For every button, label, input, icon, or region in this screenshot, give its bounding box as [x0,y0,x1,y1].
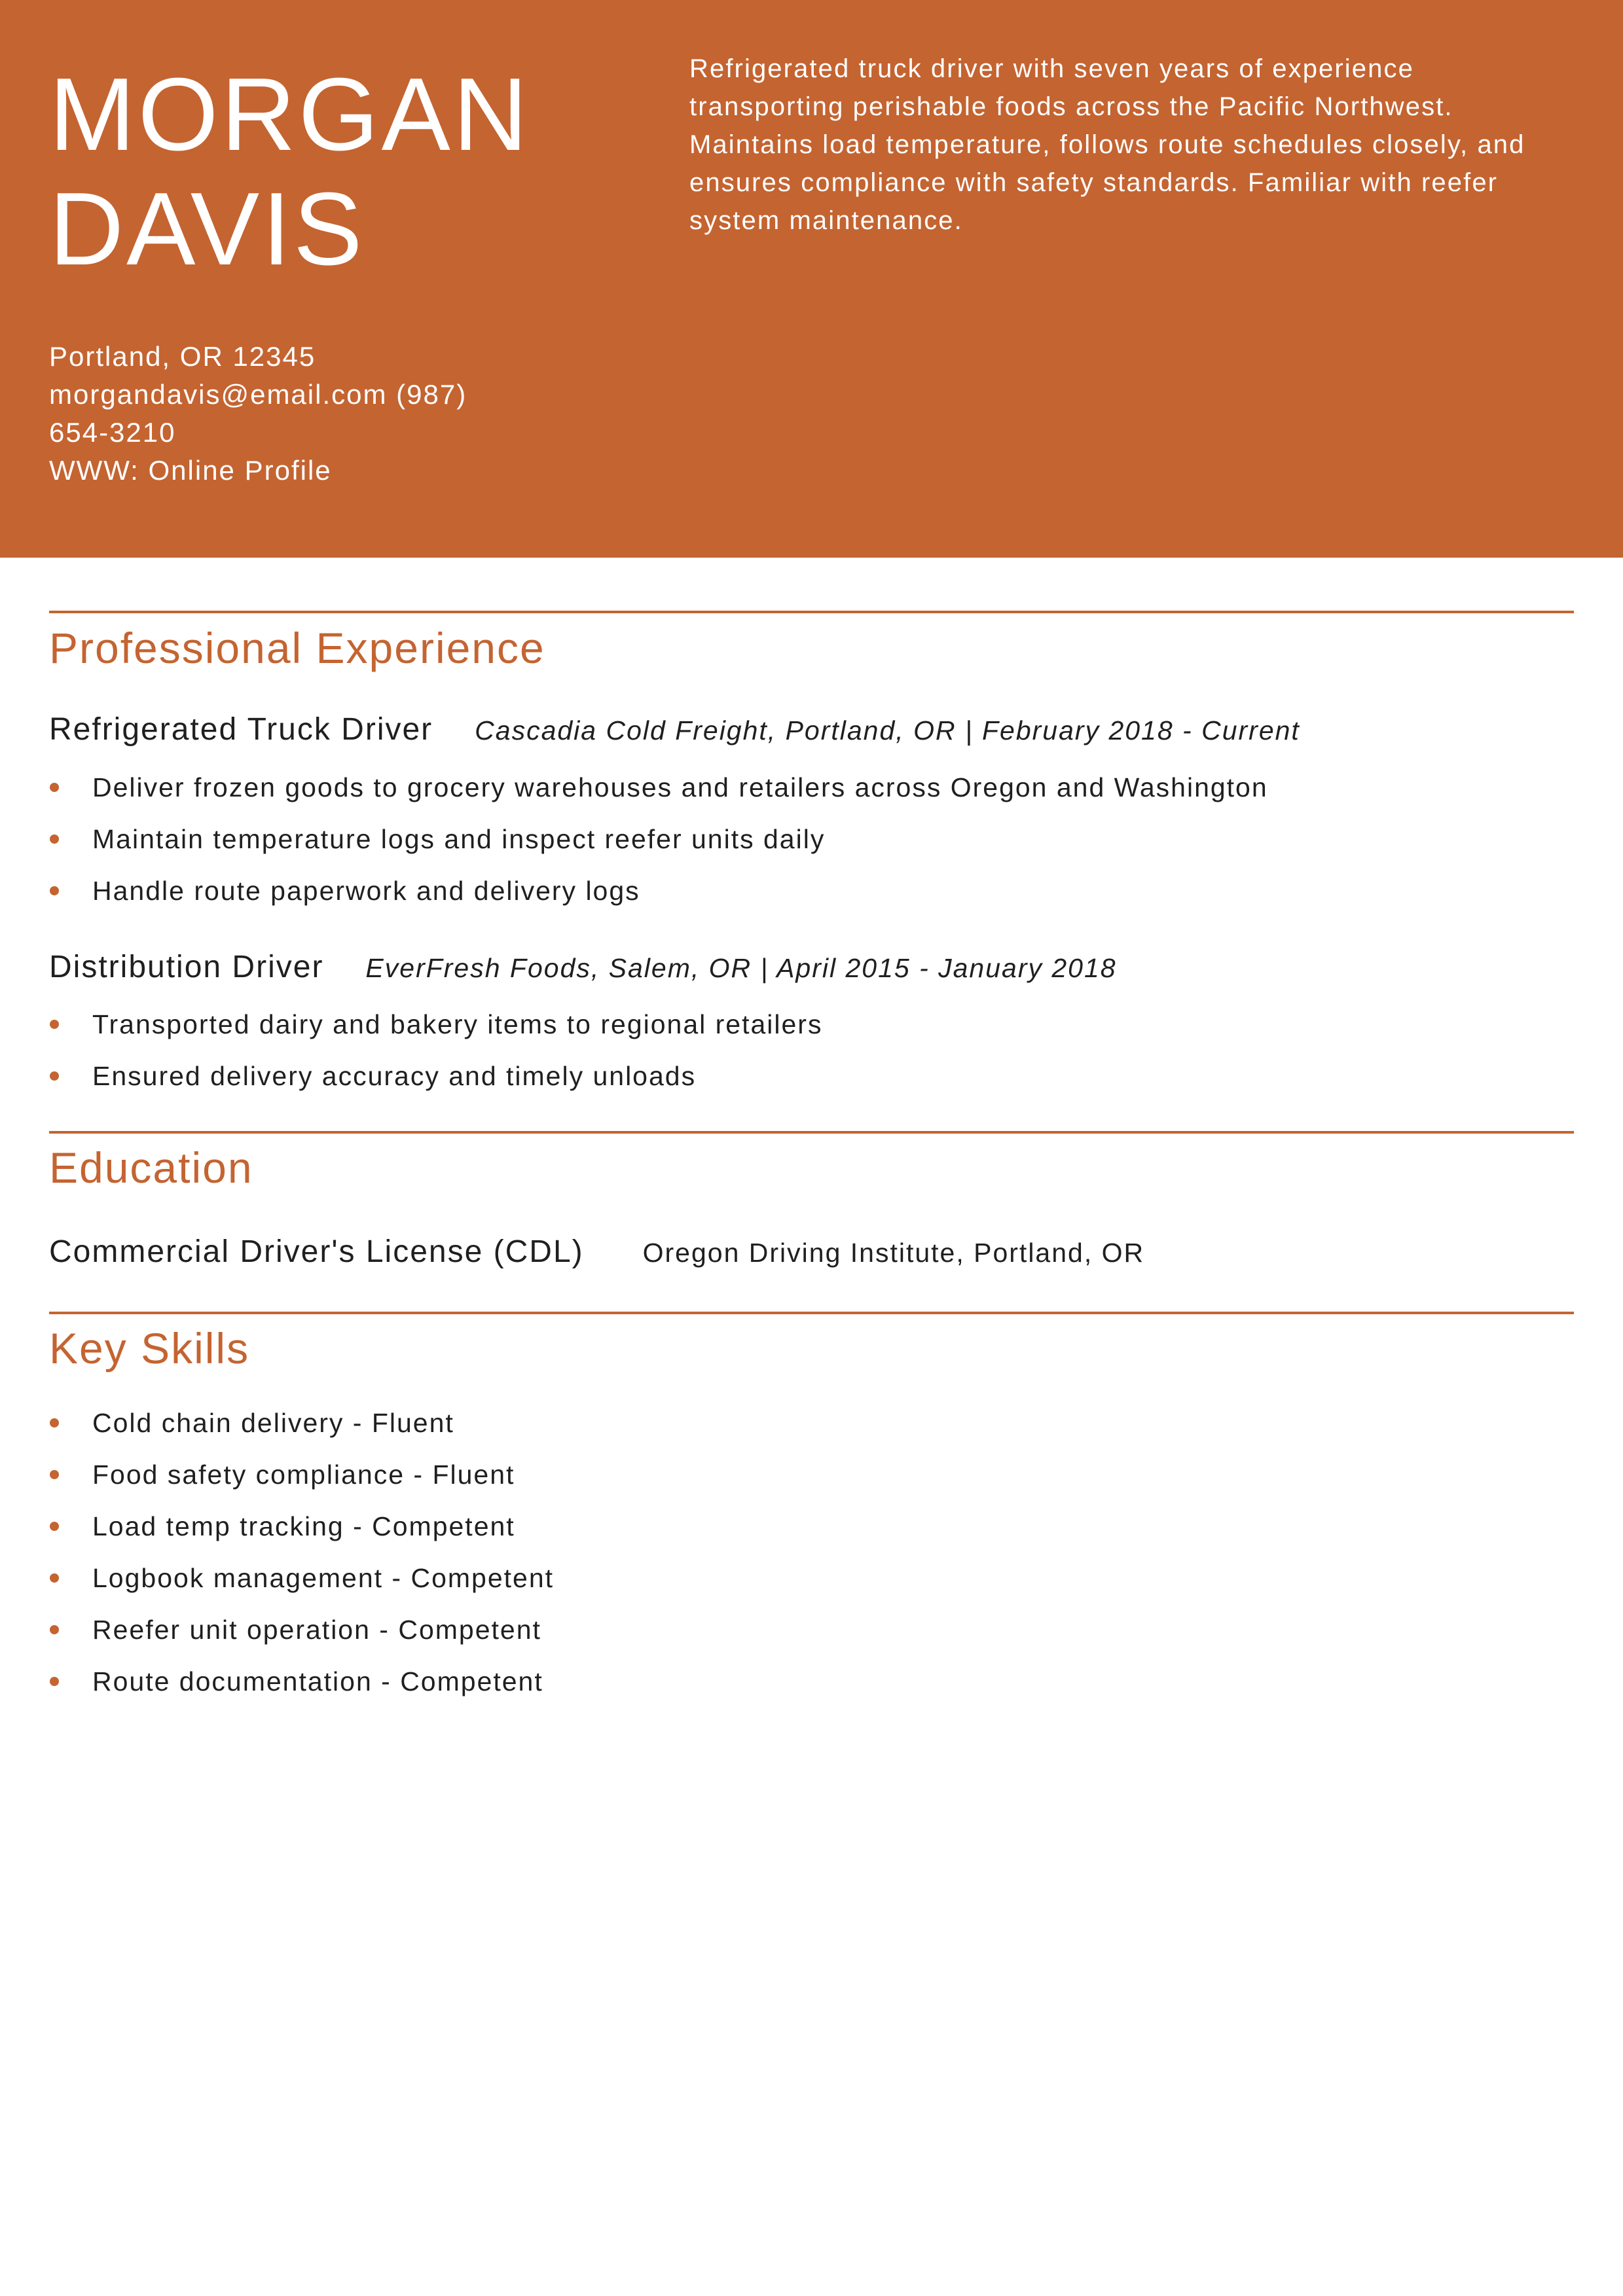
skill-text: Reefer unit operation - Competent [92,1615,541,1645]
education-school: Oregon Driving Institute, Portland, OR [642,1238,1145,1268]
resume-header [0,0,1623,558]
professional-summary: Refrigerated truck driver with seven years of experience transporting perishable foods across the Pacific Northwest. Maintains load temperature, follows route schedules closely, and ensures compliance with safety standards. Familiar with reefer system maintenance. [689,54,1525,235]
education-entry [49,1232,1144,1279]
list-item [49,1403,554,1455]
section-divider [49,1312,1574,1314]
list-item [49,871,1268,923]
job-entry-2 [49,948,1117,994]
list-item [49,768,1268,819]
list-item [49,1558,554,1610]
list-item [49,1610,554,1662]
duty-text: Transported dairy and bakery items to regional retailers [92,1009,823,1039]
duty-text: Ensured delivery accuracy and timely unloads [92,1061,697,1091]
list-item [49,1507,554,1558]
job-title: Refrigerated Truck Driver [49,712,433,747]
bullet-icon [50,1625,59,1634]
contact-website-link[interactable]: WWW: Online Profile [49,455,332,486]
last-name: DAVIS [49,171,365,287]
job-employer [475,715,1300,745]
bullet-icon [50,834,59,844]
bullet-icon [50,886,59,895]
bullet-icon [50,1677,59,1686]
job-location-dates: , Portland, OR | February 2018 - Current [767,715,1300,745]
list-item [49,1056,822,1108]
employer-name: Cascadia Cold Freight [475,715,768,745]
job-1-duties [49,768,1268,923]
skill-text: Food safety compliance - Fluent [92,1460,515,1490]
list-item [49,1005,822,1056]
skill-text: Cold chain delivery - Fluent [92,1408,454,1438]
skill-text: Logbook management - Competent [92,1563,555,1593]
list-item [49,1455,554,1507]
list-item [49,819,1268,871]
skill-text: Load temp tracking - Competent [92,1511,515,1541]
bullet-icon [50,1573,59,1583]
bullet-icon [50,1470,59,1479]
candidate-name [49,58,530,287]
section-divider [49,1131,1574,1134]
job-employer [365,953,1116,983]
job-2-duties [49,1005,822,1108]
bullet-icon [50,1522,59,1531]
duty-text: Handle route paperwork and delivery logs [92,876,640,906]
section-divider [49,611,1574,613]
duty-text: Deliver frozen goods to grocery warehouses and retailers across Oregon and Washington [92,772,1268,802]
first-name: MORGAN [49,57,530,172]
education-credential: Commercial Driver's License (CDL) [49,1234,584,1269]
contact-email-phone: morgandavis@email.com (987) [49,379,467,410]
employer-name: EverFresh Foods [365,953,591,983]
contact-info [49,338,520,490]
skills-heading: Key Skills [49,1324,250,1372]
job-entry-1 [49,710,1300,757]
skills-list [49,1403,554,1713]
bullet-icon [50,1020,59,1029]
experience-heading: Professional Experience [49,624,545,672]
bullet-icon [50,1418,59,1427]
contact-location: Portland, OR 12345 [49,341,316,372]
skill-text: Route documentation - Competent [92,1666,543,1696]
contact-phone-cont: 654-3210 [49,417,176,448]
bullet-icon [50,783,59,792]
job-title: Distribution Driver [49,950,324,984]
job-location-dates: , Salem, OR | April 2015 - January 2018 [591,953,1117,983]
education-heading: Education [49,1143,253,1192]
bullet-icon [50,1071,59,1081]
list-item [49,1662,554,1713]
duty-text: Maintain temperature logs and inspect reefer units daily [92,824,826,854]
